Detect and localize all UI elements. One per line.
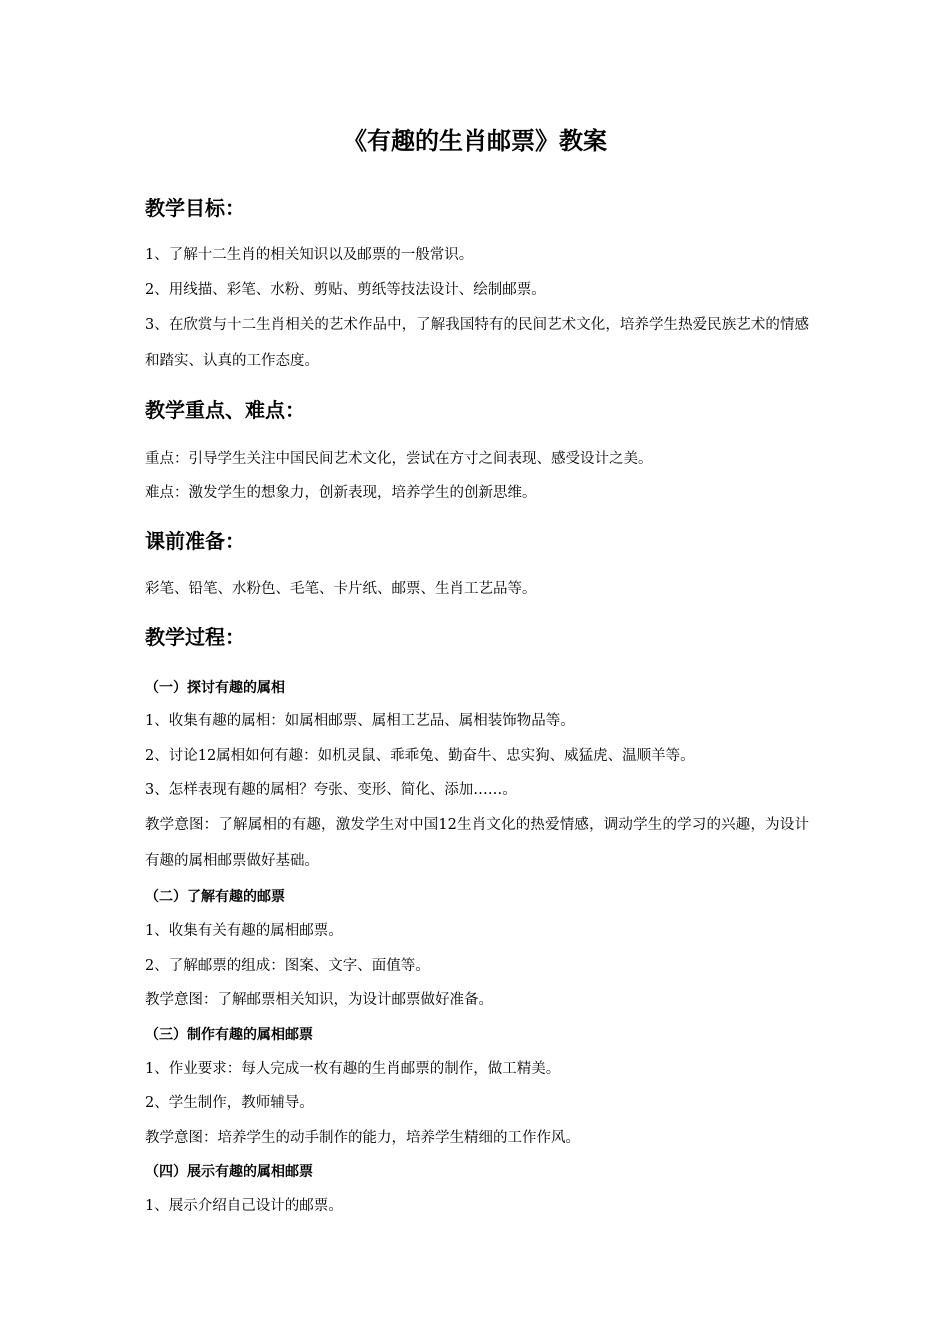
process-part-2-item-2: 2、了解邮票的组成：图案、文字、面值等。	[145, 958, 430, 974]
heading-teaching-goals: 教学目标：	[145, 196, 245, 220]
heading-preparation: 课前准备：	[145, 529, 245, 553]
key-point-focus: 重点：引导学生关注中国民间艺术文化，尝试在方寸之间表现、感受设计之美。	[145, 451, 653, 467]
process-part-2-intent: 教学意图：了解邮票相关知识，为设计邮票做好准备。	[145, 992, 493, 1008]
process-part-2-item-1: 1、收集有关有趣的属相邮票。	[145, 923, 343, 939]
process-part-1-intent: 教学意图：了解属相的有趣，激发学生对中国12生肖文化的热爱情感，调动学生的学习的兴趣，为设计有趣的属相邮票做好基础。	[145, 817, 809, 869]
heading-key-points: 教学重点、难点：	[145, 398, 305, 422]
process-part-1-item-2: 2、讨论12属相如何有趣：如机灵鼠、乖乖兔、勤奋牛、忠实狗、威猛虎、温顺羊等。	[145, 748, 695, 764]
process-part-1-item-3: 3、怎样表现有趣的属相？夸张、变形、简化、添加……。	[145, 782, 517, 798]
preparation-list: 彩笔、铅笔、水粉色、毛笔、卡片纸、邮票、生肖工艺品等。	[145, 581, 537, 597]
process-part-4-title: （四）展示有趣的属相邮票	[145, 1164, 313, 1180]
process-part-1-title: （一）探讨有趣的属相	[145, 680, 285, 696]
process-part-4-item-1: 1、展示介绍自己设计的邮票。	[145, 1198, 343, 1214]
key-point-difficulty: 难点：激发学生的想象力，创新表现，培养学生的创新思维。	[145, 485, 537, 501]
process-part-1-item-1: 1、收集有趣的属相：如属相邮票、属相工艺品、属相装饰物品等。	[145, 713, 575, 729]
process-part-2-title: （二）了解有趣的邮票	[145, 889, 285, 905]
process-part-3-intent: 教学意图：培养学生的动手制作的能力，培养学生精细的工作作风。	[145, 1130, 580, 1146]
goal-item-1: 1、了解十二生肖的相关知识以及邮票的一般常识。	[145, 247, 474, 263]
heading-teaching-process: 教学过程：	[145, 625, 245, 649]
goal-item-3: 3、在欣赏与十二生肖相关的艺术作品中，了解我国特有的民间艺术文化，培养学生热爱民族艺术的情感和踏实、认真的工作态度。	[145, 317, 809, 369]
process-part-3-title: （三）制作有趣的属相邮票	[145, 1027, 313, 1043]
process-part-3-item-1: 1、作业要求：每人完成一枚有趣的生肖邮票的制作，做工精美。	[145, 1061, 561, 1077]
process-part-3-item-2: 2、学生制作，教师辅导。	[145, 1095, 314, 1111]
goal-item-2: 2、用线描、彩笔、水粉、剪贴、剪纸等技法设计、绘制邮票。	[145, 282, 546, 298]
document-title: 《有趣的生肖邮票》教案	[343, 127, 607, 155]
